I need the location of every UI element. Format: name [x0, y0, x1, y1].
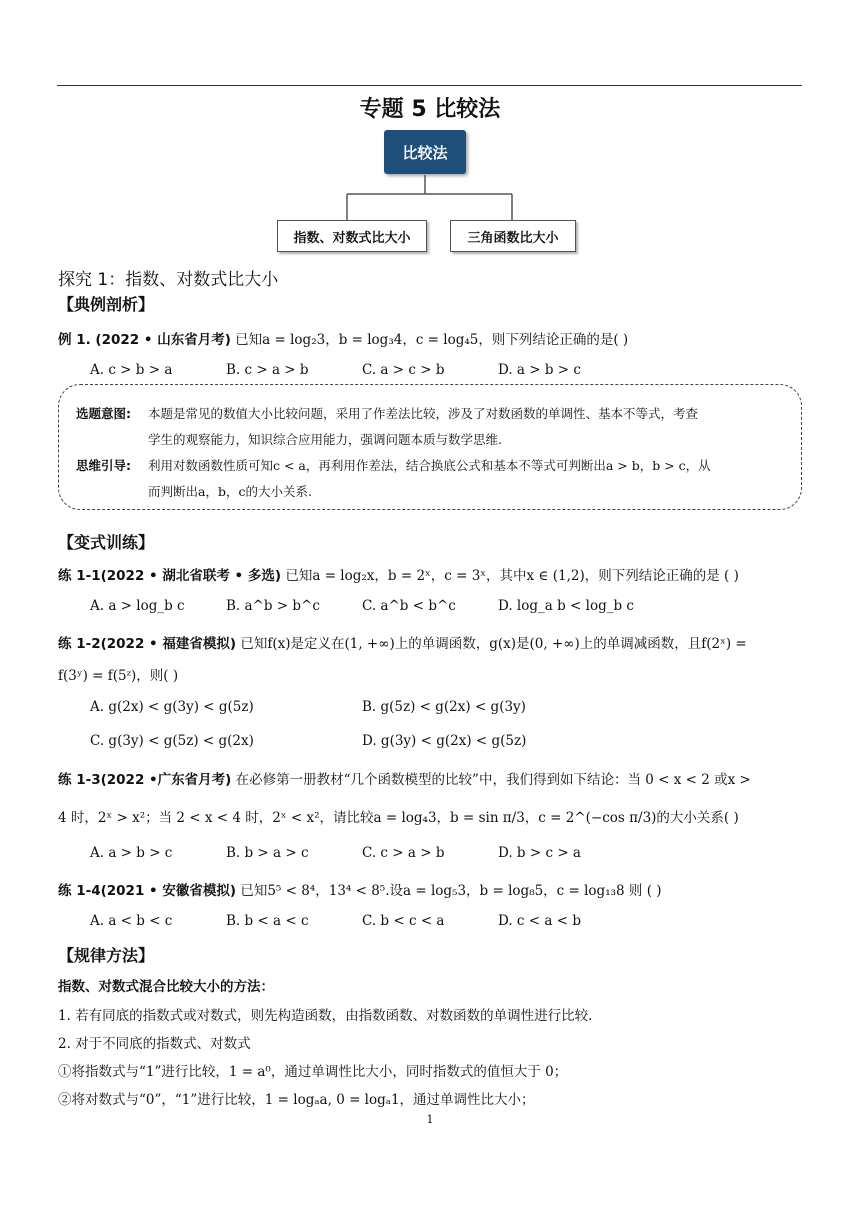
- p4-option-d: D. c < a < b: [498, 913, 581, 929]
- practice-1-1-text: 已知a = log₂x，b = 2ˣ，c = 3ˣ，其中x ∈ (1,2)，则下列结论正确的是 ( ): [285, 568, 739, 584]
- mindmap-node-trig: 三角函数比大小: [450, 220, 576, 252]
- page-title: 专题 5 比较法: [359, 97, 501, 122]
- box-text-guide-1: 利用对数函数性质可知c < a，再利用作差法，结合换底公式和基本不等式可判断出a > b，b > c，从: [148, 458, 711, 473]
- mindmap-connectors: [0, 0, 860, 260]
- page-number: 1: [426, 1113, 434, 1126]
- p1-option-c: C. a^b < b^c: [362, 598, 456, 614]
- example-1-text: 已知a = log₂3，b = log₃4，c = log₄5，则下列结论正确的是( ): [235, 332, 629, 348]
- mindmap-node-exp-log: 指数、对数式比大小: [277, 220, 427, 252]
- practice-1-3-tag: 练 1-3(2022 •广东省月考): [58, 772, 232, 788]
- p4-option-b: B. b < a < c: [226, 913, 309, 929]
- practice-1-3: [58, 768, 751, 788]
- p4-option-c: C. b < c < a: [362, 913, 445, 929]
- box-label-intent: 选题意图:: [76, 406, 131, 421]
- ex1-option-d: D. a > b > c: [498, 362, 581, 378]
- ex1-option-a: A. c > b > a: [90, 362, 173, 378]
- subsection-guilv: 【规律方法】: [58, 946, 155, 965]
- method-line-2: 2. 对于不同底的指数式、对数式: [58, 1036, 251, 1052]
- method-line-3: ①将指数式与“1”进行比较，1 = a⁰，通过单调性比大小，同时指数式的值恒大于 0；: [58, 1064, 568, 1080]
- practice-1-2: [58, 632, 747, 652]
- practice-1-2-tag: 练 1-2(2022 • 福建省模拟): [58, 636, 237, 652]
- p1-option-b: B. a^b > b^c: [226, 598, 320, 614]
- p1-option-a: A. a > log_b c: [90, 598, 185, 614]
- p4-option-a: A. a < b < c: [90, 913, 173, 929]
- p3-option-b: B. b > a > c: [226, 845, 309, 861]
- subsection-dianli: 【典例剖析】: [58, 295, 155, 314]
- method-line-4: ②将对数式与“0”，“1”进行比较，1 = logₐa, 0 = logₐ1，通过单调性比大小；: [58, 1092, 535, 1108]
- practice-1-3-text-1: 在必修第一册教材“几个函数模型的比较”中，我们得到如下结论：当 0 < x < 2 或x >: [235, 772, 751, 788]
- practice-1-3-text-2: 4 时，2ˣ > x²；当 2 < x < 4 时，2ˣ < x²，请比较a = log₄3，b = sin π/3，c = 2^(−cos π/3)的大小关系( ): [58, 810, 739, 826]
- practice-1-4-tag: 练 1-4(2021 • 安徽省模拟): [58, 883, 237, 899]
- p3-option-a: A. a > b > c: [90, 845, 173, 861]
- practice-1-4-text: 已知5⁵ < 8⁴，13⁴ < 8⁵.设a = log₅3，b = log₈5，c = log₁₃8 则 ( ): [240, 883, 662, 899]
- example-1: [58, 328, 628, 348]
- box-text-intent-2: 学生的观察能力，知识综合应用能力，强调问题本质与数学思维.: [148, 432, 502, 447]
- p1-option-d: D. log_a b < log_b c: [498, 598, 634, 614]
- method-line-1: 1. 若有同底的指数式或对数式，则先构造函数，由指数函数、对数函数的单调性进行比较.: [58, 1008, 593, 1024]
- box-text-intent-1: 本题是常见的数值大小比较问题，采用了作差法比较，涉及了对数函数的单调性、基本不等式，考查: [148, 406, 699, 421]
- ex1-option-c: C. a > c > b: [362, 362, 445, 378]
- p2-option-c: C. g(3y) < g(5z) < g(2x): [90, 733, 254, 749]
- p2-option-d: D. g(3y) < g(2x) < g(5z): [362, 733, 527, 749]
- box-text-guide-2: 而判断出a，b，c的大小关系.: [148, 484, 312, 499]
- box-label-guide: 思维引导:: [76, 458, 131, 473]
- p3-option-c: C. c > a > b: [362, 845, 445, 861]
- p2-option-a: A. g(2x) < g(3y) < g(5z): [90, 699, 254, 715]
- ex1-option-b: B. c > a > b: [226, 362, 309, 378]
- p2-option-b: B. g(5z) < g(2x) < g(3y): [362, 699, 526, 715]
- example-1-tag: 例 1. (2022 • 山东省月考): [58, 332, 231, 348]
- section-heading: 探究 1：指数、对数式比大小: [58, 270, 279, 290]
- practice-1-2-text-2: f(3ʸ) = f(5ᶻ)，则( ): [58, 668, 179, 684]
- practice-1-2-text-1: 已知f(x)是定义在(1, +∞)上的单调函数，g(x)是(0, +∞)上的单调减函数，且f(2ˣ) =: [240, 636, 747, 652]
- practice-1-1: [58, 564, 739, 584]
- practice-1-1-tag: 练 1-1(2022 • 湖北省联考 • 多选): [58, 568, 282, 584]
- p3-option-d: D. b > c > a: [498, 845, 581, 861]
- method-title: 指数、对数式混合比较大小的方法：: [58, 979, 274, 995]
- mindmap-root: 比较法: [384, 130, 466, 174]
- subsection-bianshi: 【变式训练】: [58, 533, 155, 552]
- practice-1-4: [58, 879, 662, 899]
